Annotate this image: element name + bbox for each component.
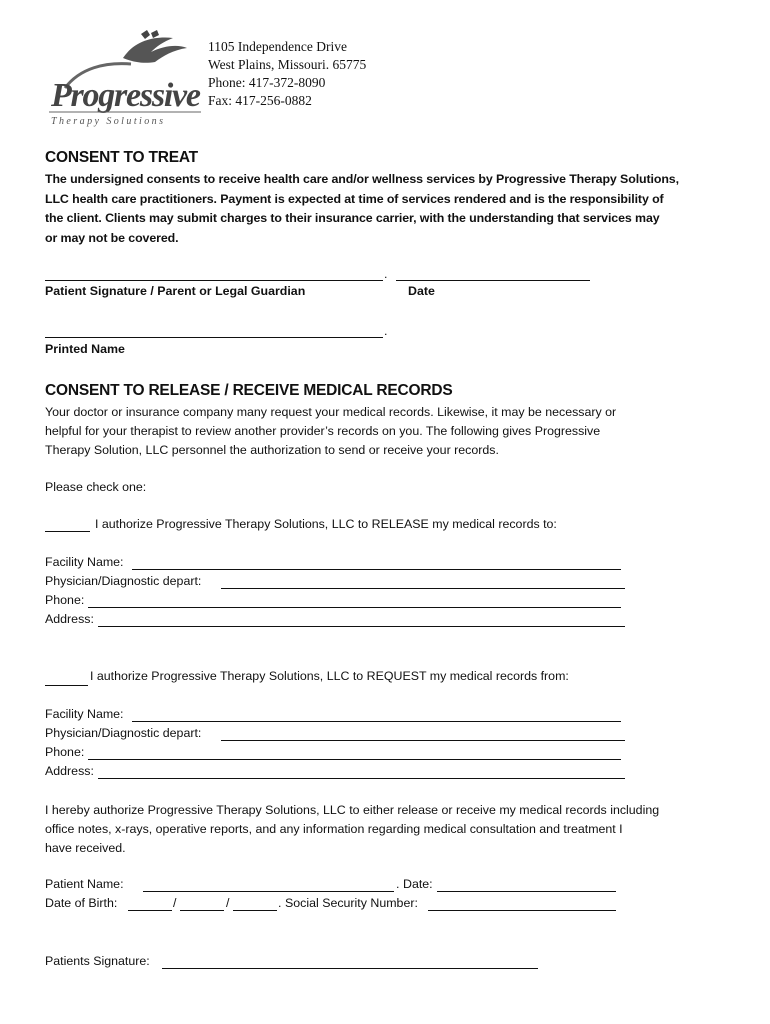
authorization-line: I hereby authorize Progressive Therapy Solutions, LLC to either release or receive my medical records including — [45, 803, 660, 817]
printed-name-label: Printed Name — [45, 342, 125, 356]
release-physician-field[interactable] — [221, 588, 625, 589]
address-line-2: West Plains, Missouri. 65775 — [208, 57, 367, 72]
patient-name-label: Patient Name: — [45, 877, 124, 891]
release-option-label: I authorize Progressive Therapy Solutions, LLC to RELEASE my medical records to: — [95, 517, 557, 531]
signature-label: Patient Signature / Parent or Legal Guardian — [45, 284, 306, 298]
release-address-field[interactable] — [98, 626, 625, 627]
patient-signature-label: Patients Signature: — [45, 954, 150, 968]
consent-treat-line: The undersigned consents to receive health care and/or wellness services by Progressive Therapy Solutions, — [45, 172, 679, 186]
request-facility-label: Facility Name: — [45, 707, 124, 721]
authorization-line: office notes, x-rays, operative reports, and any information regarding medical consultation and treatment I — [45, 822, 623, 837]
request-physician-field[interactable] — [221, 740, 625, 741]
consent-records-line: Therapy Solution, LLC personnel the authorization to send or receive your records. — [45, 443, 499, 458]
dob-year-field[interactable] — [233, 910, 277, 911]
date-field[interactable] — [396, 280, 590, 281]
consent-treat-line: the client. Clients may submit charges to their insurance carrier, with the understanding that services may — [45, 211, 660, 226]
check-prompt: Please check one: — [45, 480, 147, 494]
request-address-field[interactable] — [98, 778, 625, 779]
request-phone-field[interactable] — [88, 759, 621, 760]
ssn-label: Social Security Number: — [285, 896, 418, 910]
release-address-label: Address: — [45, 612, 94, 626]
signature-field[interactable] — [45, 280, 383, 281]
ssn-field[interactable] — [428, 910, 616, 911]
request-option-label: I authorize Progressive Therapy Solutions, LLC to REQUEST my medical records from: — [90, 669, 569, 683]
dob-month-field[interactable] — [128, 910, 172, 911]
release-physician-label: Physician/Diagnostic depart: — [45, 574, 202, 588]
consent-records-paragraph — [45, 403, 735, 461]
date-label: Date — [408, 284, 435, 298]
request-facility-field[interactable] — [132, 721, 621, 722]
request-address-label: Address: — [45, 764, 94, 778]
request-checkbox-line[interactable] — [45, 685, 88, 686]
printed-name-field[interactable] — [45, 337, 383, 338]
fax-line: Fax: 417-256-0882 — [208, 93, 312, 108]
consent-records-line: Your doctor or insurance company many request your medical records. Likewise, it may be necessary or — [45, 405, 617, 419]
company-logo — [45, 28, 205, 128]
release-phone-label: Phone: — [45, 593, 85, 607]
dob-label: Date of Birth: — [45, 896, 118, 910]
authorization-paragraph — [45, 801, 735, 859]
address-line-1: 1105 Independence Drive — [208, 39, 347, 54]
request-phone-label: Phone: — [45, 745, 85, 759]
patient-name-field[interactable] — [143, 891, 394, 892]
consent-treat-line: LLC health care practitioners. Payment is expected at time of services rendered and is the responsibility of — [45, 191, 664, 206]
consent-records-title: CONSENT TO RELEASE / RECEIVE MEDICAL RECORDS — [45, 382, 453, 399]
release-facility-field[interactable] — [132, 569, 621, 570]
consent-records-line: helpful for your therapist to review another provider’s records on you. The following gives Progressive — [45, 424, 601, 439]
release-checkbox-line[interactable] — [45, 531, 90, 532]
logo-brand-text: Progressive — [51, 77, 201, 114]
phone-line: Phone: 417-372-8090 — [208, 75, 326, 90]
consent-treat-paragraph — [45, 170, 735, 248]
request-physician-label: Physician/Diagnostic depart: — [45, 726, 202, 740]
logo-tagline-text: Therapy Solutions — [51, 116, 163, 127]
consent-treat-title: CONSENT TO TREAT — [45, 149, 198, 166]
release-phone-field[interactable] — [88, 607, 621, 608]
authorization-line: have received. — [45, 841, 126, 856]
dob-day-field[interactable] — [180, 910, 224, 911]
patient-date-label: Date: — [403, 877, 433, 891]
consent-treat-line: or may not be covered. — [45, 230, 179, 245]
patient-date-field[interactable] — [437, 891, 616, 892]
patient-signature-field[interactable] — [162, 968, 538, 969]
release-facility-label: Facility Name: — [45, 555, 124, 569]
